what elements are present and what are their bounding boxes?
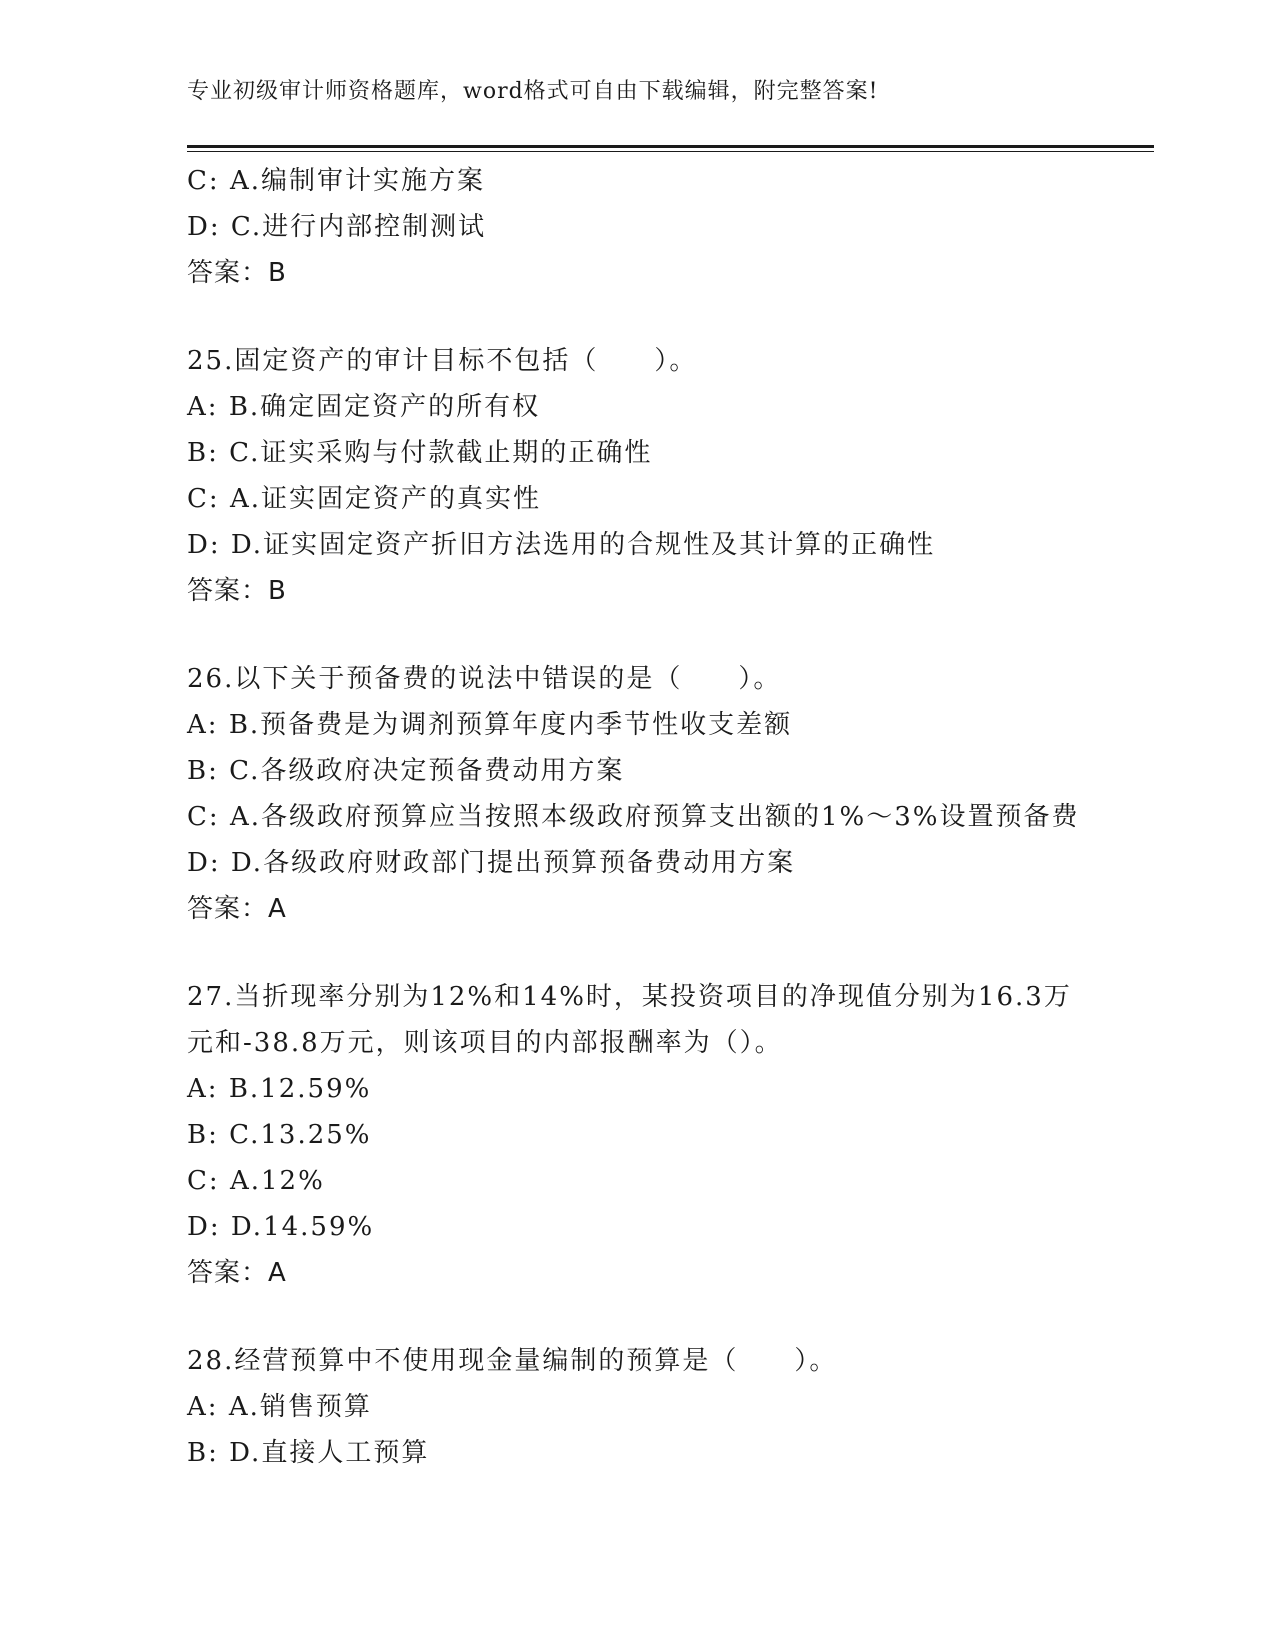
- option-text: A.编制审计实施方案: [229, 166, 485, 196]
- option-separator: :: [208, 438, 230, 468]
- option-separator: :: [207, 710, 229, 740]
- option-text: B.预备费是为调剂预算年度内季节性收支差额: [228, 710, 793, 740]
- option-label: D: [187, 530, 210, 560]
- option-separator: :: [208, 1166, 230, 1196]
- option-line: [187, 1430, 1147, 1476]
- option-separator: :: [209, 1212, 231, 1242]
- option-line: [187, 1066, 1147, 1112]
- answer-line: [187, 568, 1147, 614]
- option-text: D.证实固定资产折旧方法选用的合规性及其计算的正确性: [230, 530, 936, 560]
- option-separator: :: [207, 1392, 229, 1422]
- option-separator: :: [209, 848, 231, 878]
- option-line: [187, 430, 1147, 476]
- option-line: [187, 476, 1147, 522]
- option-separator: :: [207, 392, 229, 422]
- question-block-28: [187, 1338, 1147, 1476]
- option-line: [187, 158, 1147, 204]
- option-label: C: [187, 166, 209, 196]
- option-separator: :: [209, 212, 231, 242]
- question-stem: 26.以下关于预备费的说法中错误的是（ ）。: [187, 664, 782, 694]
- option-label: C: [187, 1166, 209, 1196]
- option-label: B: [187, 1120, 209, 1150]
- option-label: D: [187, 848, 210, 878]
- option-line: [187, 1384, 1147, 1430]
- answer-value: B: [268, 258, 287, 288]
- option-line: [187, 840, 1147, 886]
- answer-line: [187, 886, 1147, 932]
- answer-label: 答案：: [187, 1258, 269, 1288]
- answer-label: 答案：: [187, 894, 269, 924]
- option-line: [187, 748, 1147, 794]
- question-block-26: [187, 656, 1147, 932]
- question-block-27: [187, 974, 1147, 1296]
- answer-line: [187, 1250, 1147, 1296]
- option-text: B.确定固定资产的所有权: [228, 392, 541, 422]
- answer-value: A: [268, 894, 287, 924]
- option-line: [187, 522, 1147, 568]
- answer-line: [187, 250, 1147, 296]
- option-label: D: [187, 1212, 210, 1242]
- option-label: A: [187, 1392, 208, 1422]
- option-label: C: [187, 484, 209, 514]
- option-text: C.各级政府决定预备费动用方案: [229, 756, 625, 786]
- question-list: [187, 158, 1147, 1476]
- question-block-continued: [187, 158, 1147, 296]
- option-label: A: [187, 1074, 208, 1104]
- option-text: B.12.59%: [228, 1074, 372, 1104]
- option-line: [187, 204, 1147, 250]
- option-text: C.证实采购与付款截止期的正确性: [229, 438, 653, 468]
- question-block-25: [187, 338, 1147, 614]
- option-label: A: [187, 392, 208, 422]
- option-label: D: [187, 212, 210, 242]
- option-text: A.销售预算: [228, 1392, 372, 1422]
- header-rule-thin: [187, 151, 1154, 152]
- option-line: [187, 702, 1147, 748]
- question-stem-line-1: 27.当折现率分别为12%和14%时，某投资项目的净现值分别为16.3万: [187, 982, 1072, 1012]
- question-stem-line-2: 元和-38.8万元，则该项目的内部报酬率为（）。: [187, 1028, 783, 1058]
- option-line: [187, 1204, 1147, 1250]
- option-text: C.进行内部控制测试: [230, 212, 487, 242]
- option-separator: :: [208, 1438, 230, 1468]
- answer-value: A: [268, 1258, 287, 1288]
- option-line: [187, 1112, 1147, 1158]
- option-text: A.证实固定资产的真实性: [229, 484, 541, 514]
- option-separator: :: [208, 484, 230, 514]
- option-label: B: [187, 438, 209, 468]
- question-stem: 25.固定资产的审计目标不包括（ ）。: [187, 346, 698, 376]
- answer-value: B: [268, 576, 287, 606]
- option-text: D.直接人工预算: [229, 1438, 430, 1468]
- option-line: [187, 1158, 1147, 1204]
- option-separator: :: [209, 530, 231, 560]
- option-separator: :: [208, 166, 230, 196]
- option-label: C: [187, 802, 209, 832]
- option-separator: :: [208, 756, 230, 786]
- option-label: B: [187, 1438, 209, 1468]
- option-line: [187, 384, 1147, 430]
- option-text: A.各级政府预算应当按照本级政府预算支出额的1%～3%设置预备费: [229, 802, 1080, 832]
- option-text: D.各级政府财政部门提出预算预备费动用方案: [230, 848, 796, 878]
- option-separator: :: [207, 1074, 229, 1104]
- answer-label: 答案：: [187, 258, 269, 288]
- option-separator: :: [208, 1120, 230, 1150]
- option-text: A.12%: [229, 1166, 325, 1196]
- option-label: A: [187, 710, 208, 740]
- option-text: C.13.25%: [229, 1120, 372, 1150]
- option-text: D.14.59%: [230, 1212, 375, 1242]
- option-line: [187, 794, 1147, 840]
- answer-label: 答案：: [187, 576, 269, 606]
- option-label: B: [187, 756, 209, 786]
- question-stem: 28.经营预算中不使用现金量编制的预算是（ ）。: [187, 1346, 838, 1376]
- option-separator: :: [208, 802, 230, 832]
- page-header: 专业初级审计师资格题库，word格式可自由下载编辑，附完整答案!: [187, 79, 879, 104]
- header-rule-thick: [187, 145, 1154, 148]
